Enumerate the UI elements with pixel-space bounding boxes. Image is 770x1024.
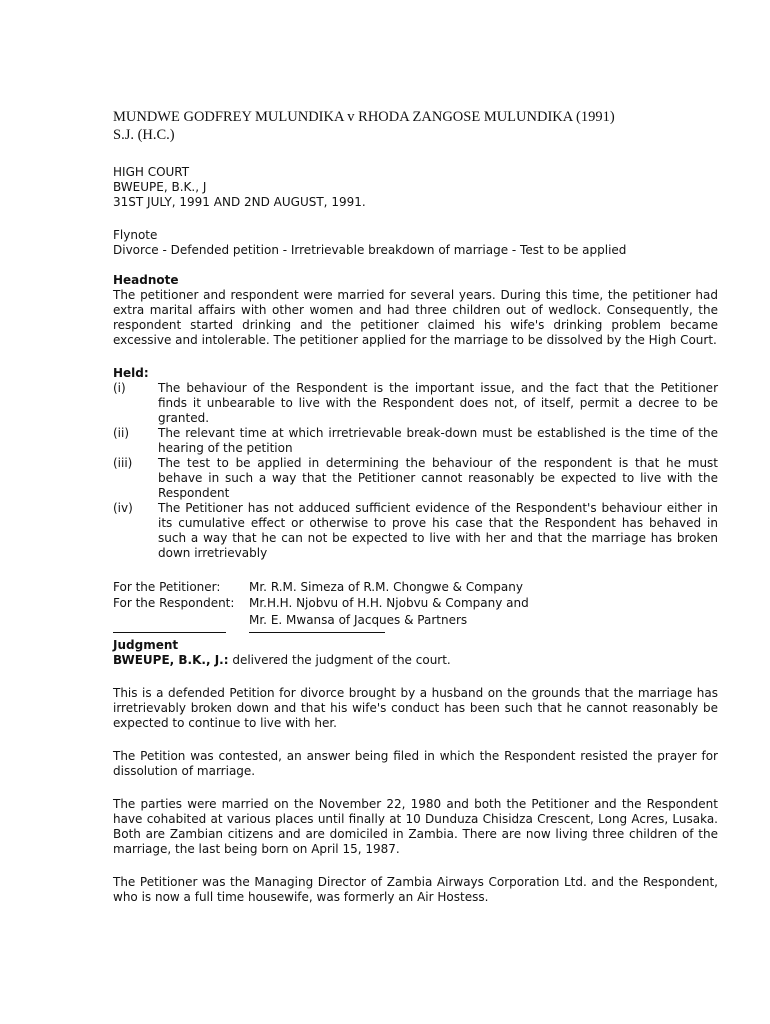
headnote-section	[113, 273, 718, 348]
held-item-text: The Petitioner has not adduced sufficient evidence of the Respondent's behaviour either in its cumulative effect or otherwise to prove his case that the Respondent has behaved in such a way that he can not be expected to live with her and that the marriage has broken down irretrievably	[158, 501, 718, 560]
held-item-number: (iii)	[113, 456, 133, 470]
flynote-label: Flynote	[113, 228, 158, 242]
held-item	[113, 501, 718, 561]
judgment-delivered: delivered the judgment of the court.	[228, 653, 451, 667]
held-section	[113, 366, 718, 561]
judgment-paragraph: This is a defended Petition for divorce brought by a husband on the grounds that the marriage has irretrievably broken down and that his wife's conduct has been such that he cannot reasonably be expected to continue to live with her.	[113, 686, 718, 730]
separator	[113, 628, 718, 638]
respondent-counsel: Mr.H.H. Njobvu of H.H. Njobvu & Company and	[249, 596, 529, 610]
held-item	[113, 426, 718, 456]
separator-line	[113, 632, 226, 633]
respondent-counsel-2: Mr. E. Mwansa of Jacques & Partners	[249, 613, 468, 627]
court-name: HIGH COURT	[113, 165, 190, 179]
separator-line	[249, 632, 385, 633]
held-item-text: The behaviour of the Respondent is the important issue, and the fact that the Petitioner finds it unbearable to live with the Respondent does not, of itself, permit a decree to be granted.	[158, 381, 718, 425]
judgment-label: Judgment	[113, 638, 179, 652]
judgment-paragraph: The parties were married on the November 22, 1980 and both the Petitioner and the Respondent have cohabited at various places until finally at 10 Dunduza Chisidza Crescent, Long Acres, Lusaka. Both are Zambian citizens and are domiciled in Zambia. There are now living three children of the marriage, the last being born on April 15, 1987.	[113, 797, 718, 856]
headnote-text: The petitioner and respondent were married for several years. During this time, the petitioner had extra marital affairs with other women and had three children out of wedlock. Consequently, the respondent started drinking and the petitioner claimed his wife's drinking problem became excessive and intolerable. The petitioner applied for the marriage to be dissolved by the High Court.	[113, 288, 718, 347]
held-label: Held:	[113, 366, 149, 380]
flynote-section	[113, 228, 718, 258]
held-item-text: The test to be applied in determining the behaviour of the respondent is that he must behave in such a way that the Petitioner cannot reasonably be expected to live with the Respondent	[158, 456, 718, 500]
counsel-section	[113, 580, 718, 628]
counsel-petitioner	[113, 580, 718, 596]
petitioner-counsel: Mr. R.M. Simeza of R.M. Chongwe & Company	[249, 580, 523, 594]
held-item	[113, 381, 718, 426]
held-item-number: (ii)	[113, 426, 130, 440]
held-item-number: (iv)	[113, 501, 133, 515]
held-item-number: (i)	[113, 381, 126, 395]
headnote-label: Headnote	[113, 273, 179, 287]
hearing-dates: 31ST JULY, 1991 AND 2ND AUGUST, 1991.	[113, 195, 366, 209]
counsel-respondent	[113, 596, 718, 613]
petitioner-label: For the Petitioner:	[113, 580, 221, 594]
judgment-paragraph: The Petition was contested, an answer being filed in which the Respondent resisted the prayer for dissolution of marriage.	[113, 749, 718, 778]
held-item	[113, 456, 718, 501]
judgment-judge: BWEUPE, B.K., J.:	[113, 653, 229, 667]
judgment-section	[113, 638, 718, 905]
case-citation: S.J. (H.C.)	[113, 127, 175, 143]
flynote-text: Divorce - Defended petition - Irretrievable breakdown of marriage - Test to be applied	[113, 243, 627, 257]
held-item-text: The relevant time at which irretrievable break-down must be established is the time of the hearing of the petition	[158, 426, 718, 455]
document-page	[113, 108, 718, 905]
judgment-paragraph: The Petitioner was the Managing Director of Zambia Airways Corporation Ltd. and the Respondent, who is now a full time housewife, was formerly an Air Hostess.	[113, 875, 718, 904]
judgment-by	[113, 653, 718, 668]
case-title: MUNDWE GODFREY MULUNDIKA v RHODA ZANGOSE MULUNDIKA (1991)	[113, 109, 615, 125]
case-header	[113, 165, 718, 210]
judge-name: BWEUPE, B.K., J	[113, 180, 207, 194]
respondent-label: For the Respondent:	[113, 596, 235, 610]
counsel-respondent-cont	[113, 613, 718, 628]
